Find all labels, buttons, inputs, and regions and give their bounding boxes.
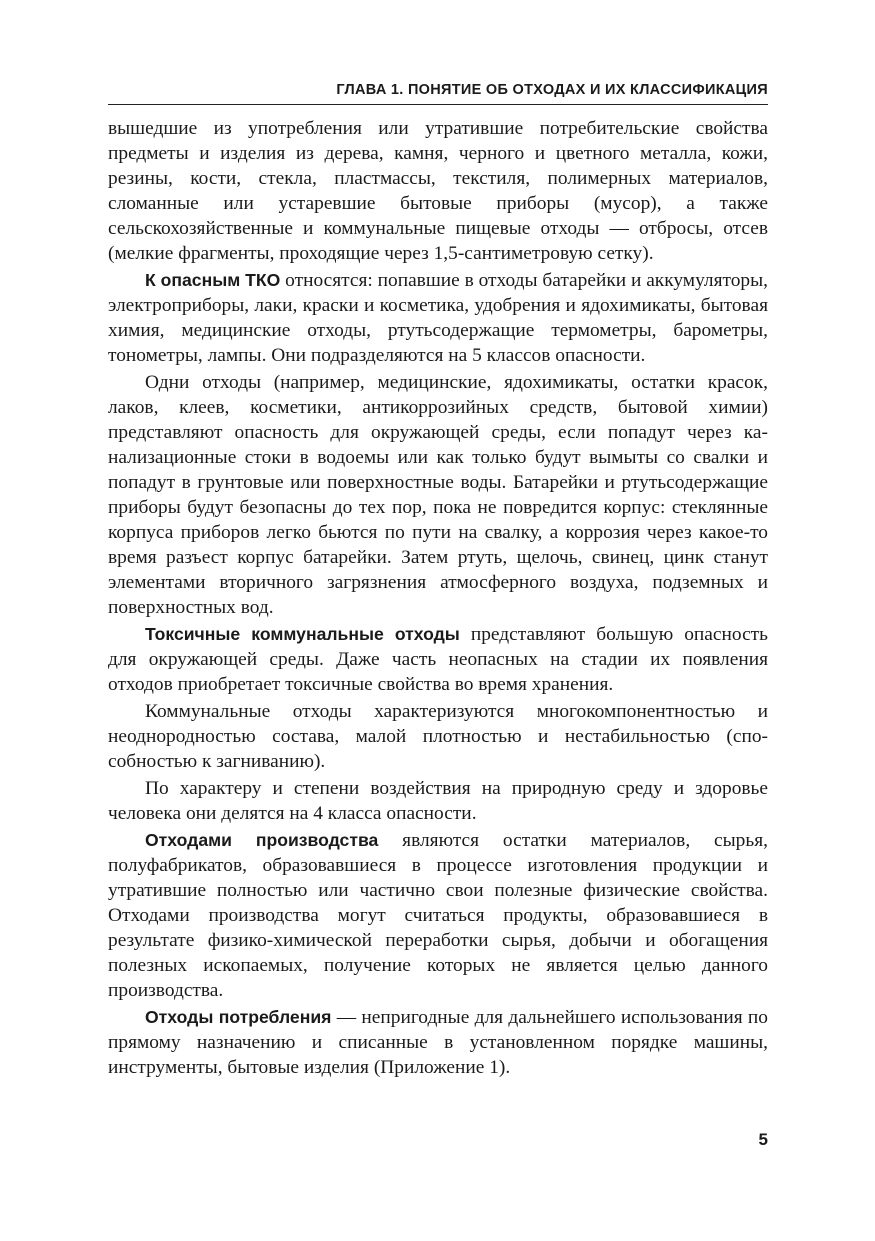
paragraph-text: являются остатки материалов, сырья, полуфабрикатов, образовавшиеся в процессе изготовления продукции и утратившие полностью или частично свои полезные физические свойства. Отходами производства могут считаться продукты, образовавшиеся в результате физико-химической переработки сырья, добычи и обогащения полезных ископаемых, получение которых не является целью данного производства. [108, 830, 768, 1001]
paragraph-text: По характеру и степени воздействия на природную среду и здоровье человека они делятся на 4 класса опасности. [108, 778, 768, 824]
paragraph-municipal-characteristics [108, 699, 768, 774]
paragraph-text: — непригодные для дальнейшего использования по прямому назначению и списанные в установленном порядке машины, инструменты, бытовые изделия (Приложение 1). [108, 1007, 768, 1078]
paragraph-term: К опасным ТКО [145, 270, 281, 290]
paragraph-text: представляют большую опасность для окружающей среды. Даже часть неопасных на стадии их появления отходов приобретает токсичные свойства во время хранения. [108, 624, 768, 695]
paragraph-hazardous-mso [108, 268, 768, 368]
paragraph-term: Токсичные коммунальные отходы [145, 624, 460, 644]
paragraph-text: вышедшие из употребления или утратившие потребительские свойства предметы и изделия из дерева, камня, черного и цветного металла, кожи, резины, кости, стекла, пластмассы, текстиля, полимерных материалов, сломанные или устаревшие бытовые приборы (мусор), а также сельскохозяйственные и коммунальные пищевые отходы — отбросы, отсев (мелкие фрагменты, проходящие через 1,5-сантиметровую сетку). [108, 118, 768, 264]
paragraph-consumption-waste [108, 1005, 768, 1080]
page-body [108, 116, 768, 1080]
chapter-title: ГЛАВА 1. ПОНЯТИЕ ОБ ОТХОДАХ И ИХ КЛАССИФИКАЦИЯ [336, 82, 768, 98]
paragraph-continuation [108, 116, 768, 266]
paragraph-term: Отходы потребления [145, 1007, 332, 1027]
paragraph-environmental-danger [108, 370, 768, 620]
page-number: 5 [758, 1130, 768, 1149]
paragraph-hazard-classes [108, 776, 768, 826]
paragraph-term: Отходами производства [145, 830, 379, 850]
paragraph-text: относятся: попавшие в отходы батарейки и аккумуляторы, электроприборы, лаки, краски и косметика, удобрения и ядохимикаты, бытовая химия, медицинские отходы, ртутьсодержащие термометры, барометры, тонометры, лампы. Они подразделяются на 5 классов опасности. [108, 270, 769, 366]
paragraph-text: Коммунальные отходы характеризуются многокомпонентностью и неоднородностью состава, малой плотностью и нестабильностью (способностью к загниванию). [108, 701, 768, 772]
running-header [108, 78, 768, 105]
paragraph-toxic-waste [108, 622, 768, 697]
paragraph-production-waste [108, 828, 768, 1003]
paragraph-text: Одни отходы (например, медицинские, ядохимикаты, остатки красок, лаков, клеев, косметики, антикоррозийных средств, бытовой химии) представляют опасность для окружающей среды, если попадут через канализационные стоки в водоемы или как только будут вымыты со свалки и попадут в грунтовые или поверхностные воды. Батарейки и ртутьсодержащие приборы будут безопасны до тех пор, пока не повредится корпус: стеклянные корпуса приборов легко бьются по пути на свалку, а коррозия через какое-то время разъест корпус батарейки. Затем ртуть, щелочь, свинец, цинк станут элементами вторичного загрязнения атмосферного воздуха, подземных и поверхностных вод. [108, 372, 768, 618]
